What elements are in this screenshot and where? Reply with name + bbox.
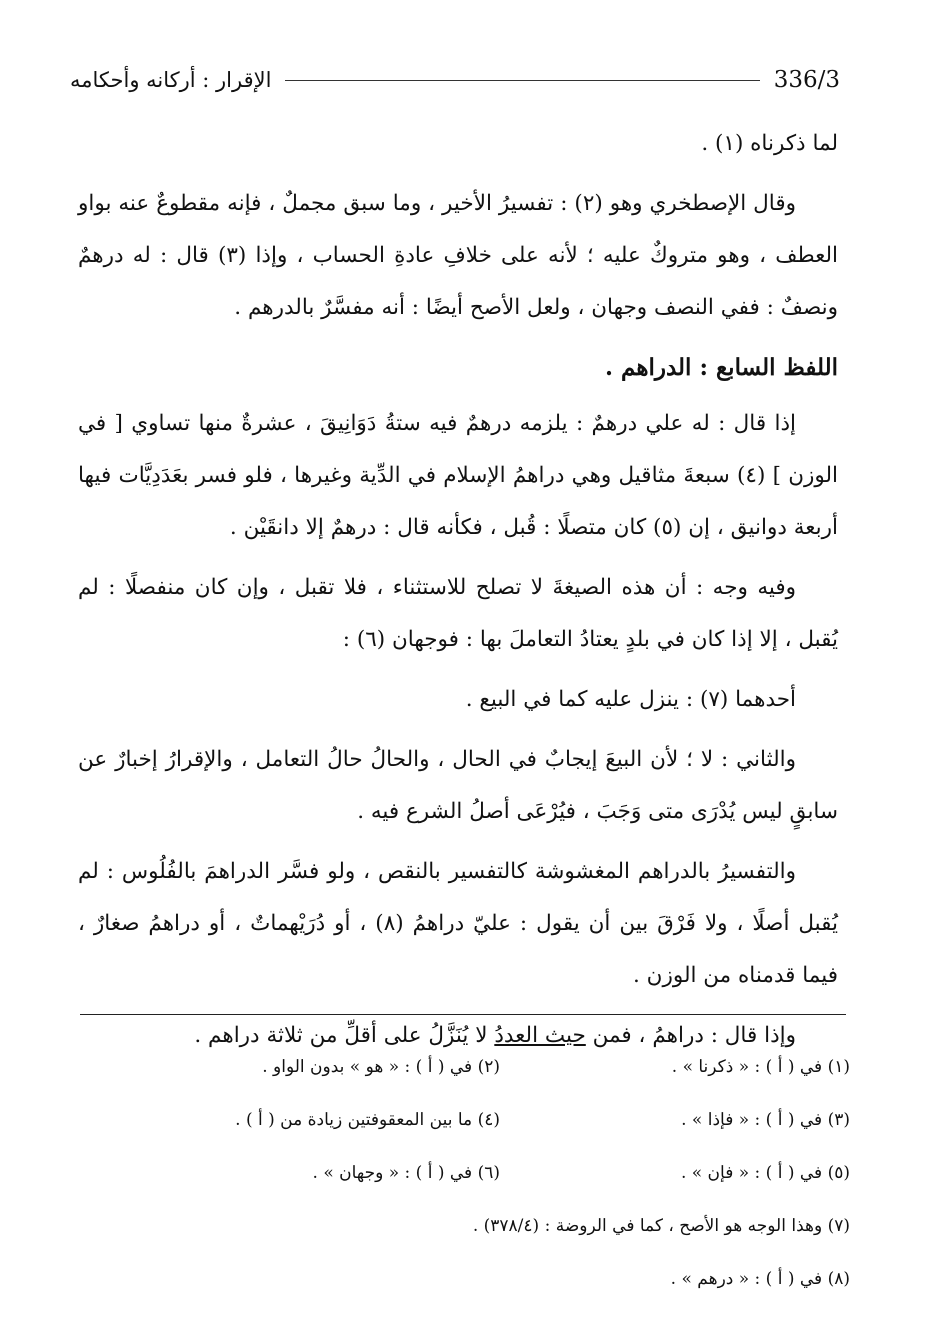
footnote-8: (٨) في ( أ ) : « درهم » . [670,1268,850,1289]
paragraph-7-start: وإذا قال : دراهمُ ، فمن [592,1023,796,1048]
footnote-4: (٤) ما بين المعقوفتين زيادة من ( أ ) . [235,1109,500,1130]
paragraph-4: أحدهما (٧) : ينزل عليه كما في البيع . [465,687,796,712]
running-title: الإقرار : أركانه وأحكامه [70,68,272,92]
paragraph-3: وفيه وجه : أن هذه الصيغةَ لا تصلح للاستثناء ، فلا تقبل ، وإن كان منفصلًا : لم يُقبل ، إلا إذا كان في بلدٍ يعتادُ التعاملَ بها : فوجهان (٦) : [78,575,838,652]
footnote-1: (١) في ( أ ) : « ذكرنا » . [671,1056,850,1077]
header-rule [285,80,759,81]
paragraph-7-end: لا يُنَزَّلُ على أقلِّ من ثلاثة دراهم . [194,1023,488,1048]
footnote-5: (٥) في ( أ ) : « فإن » . [680,1162,850,1183]
footnote-2: (٢) في ( أ ) : « هو » بدون الواو . [262,1056,500,1077]
page-number: 336/3 [773,67,840,93]
footnote-3: (٣) في ( أ ) : « فإذا » . [681,1109,850,1130]
paragraph-5: والثاني : لا ؛ لأن البيعَ إيجابٌ في الحال ، والحالُ حالُ التعامل ، والإقرارُ إخبارٌ عن سابقٍ ليس يُدْرَى متى وَجَبَ ، فيُرْعَى أصلُ الشرع فيه . [78,747,838,824]
running-header [70,60,840,100]
footnote-row [150,1146,850,1199]
underlined-phrase: حيث العددُ [494,1023,586,1048]
paragraph-2: إذا قال : له علي درهمٌ : يلزمه درهمٌ فيه ستةُ دَوَانِيقَ ، عشرةٌ منها تساوي [ في الوزن ] (٤) سبعةَ مثاقيل وهي دراهمُ الإسلام في الدِّية وغيرها ، فلو فسر بعَدَدِيَّات فيها أربعة دوانيق ، إن (٥) كان متصلًا : قُبل ، فكأنه قال : درهمٌ إلا دانقَيْن . [78,411,838,540]
paragraph-1: وقال الإصطخري وهو (٢) : تفسيرُ الأخير ، وما سبق مجملٌ ، فإنه مقطوعٌ عنه بواو العطف ، وهو متروكٌ عليه ؛ لأنه على خلافِ عادةِ الحساب ، وإذا (٣) قال : له درهمٌ ونصفٌ : ففي النصف وجهان ، ولعل الأصح أيضًا : أنه مفسَّرٌ بالدرهم . [78,191,838,320]
footnote-row [150,1093,850,1146]
footnote-6: (٦) في ( أ ) : « وجهان » . [312,1162,500,1183]
section-heading: اللفظ السابع : الدراهم . [605,354,838,381]
footnotes [150,1040,850,1305]
footnote-separator [80,1014,846,1015]
body-text [78,118,838,1070]
paragraph-6: والتفسيرُ بالدراهم المغشوشة كالتفسير بالنقص ، ولو فسَّر الدراهمَ بالفُلُوس : لم يُقبل أصلًا ، ولا فَرْقَ بين أن يقول : عليّ دراهمُ (٨) ، أو دُرَيْهماتٌ ، أو دراهمُ صغارٌ ، فيما قدمناه من الوزن . [78,859,838,988]
footnote-row [150,1040,850,1093]
footnote-row [150,1199,850,1252]
paragraph-0: لما ذكرناه (١) . [701,131,838,156]
footnote-7: (٧) وهذا الوجه هو الأصح ، كما في الروضة : (٣٧٨/٤) . [472,1215,850,1236]
footnote-row [150,1252,850,1305]
